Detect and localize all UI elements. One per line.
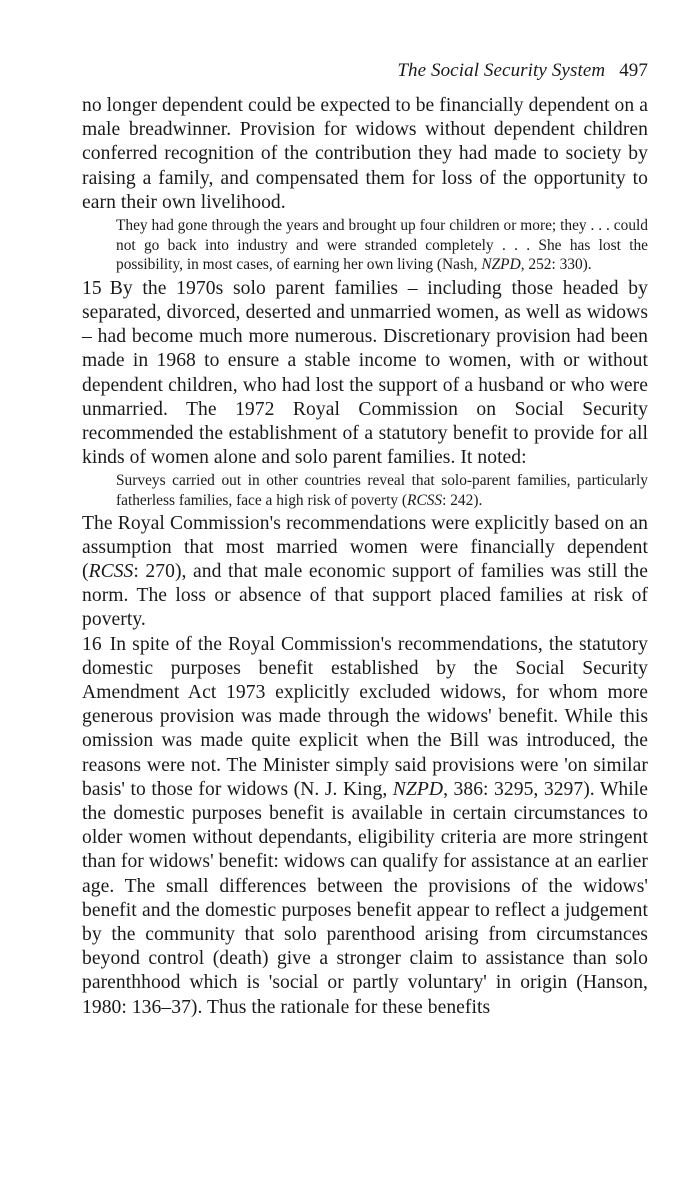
paragraph-15-continued bbox=[82, 512, 648, 633]
quote-citation-source: RCSS bbox=[407, 492, 443, 510]
paragraph-15 bbox=[82, 277, 648, 471]
quote-text: They had gone through the years and brought up four children or more; they . . . could not go back into industry and were stranded completely . . . She has lost the possibility, in most cases, of earning her own living (Nash, bbox=[116, 217, 648, 274]
quote-citation-source: NZPD bbox=[481, 256, 521, 274]
citation-source: RCSS bbox=[88, 561, 134, 583]
paragraph-text-part: The Royal Commission's recommendations were explicitly based on an assumption that most married women were financially dependent ( bbox=[82, 512, 648, 583]
document-page bbox=[82, 58, 648, 1020]
page-number: 497 bbox=[619, 60, 648, 81]
citation-source: NZPD bbox=[392, 778, 444, 800]
paragraph-text-part: , 386: 3295, 3297). While the domestic purposes benefit is available in certain circumstances to older women without dependants, eligibility criteria are more stringent than for widows' benefit: widows can qualify for assistance at an earlier age. The small differences between the provisions of the widows' benefit and the domestic purposes benefit appear to reflect a judgement by the community that solo parenthood arising from circumstances beyond control (death) give a stronger claim to assistance than solo parenthhood which is 'social or partly voluntary' in origin (Hanson, 1980: 136–37). Thus the rationale for these benefits bbox=[82, 778, 649, 1018]
quote-citation-ref: , 252: 330). bbox=[520, 256, 592, 274]
paragraph-intro: no longer dependent could be expected to be financially dependent on a male breadwinner. Provision for widows without dependent children conferred recognition of the contribution they had made to society by raising a family, and compensated them for loss of the opportunity to earn their own livelihood. bbox=[82, 95, 648, 213]
paragraph-text-part: : 270), and that male economic support of families was still the norm. The loss or absence of that support placed families at risk of poverty. bbox=[82, 561, 648, 631]
paragraph-16 bbox=[82, 633, 648, 1020]
paragraph-number: 15 bbox=[82, 277, 102, 299]
quote-text: Surveys carried out in other countries reveal that solo-parent families, particularly fatherless families, face a high risk of poverty ( bbox=[116, 472, 648, 510]
running-head-title: The Social Security System bbox=[397, 60, 606, 81]
running-head bbox=[82, 58, 648, 94]
block-quote-nash bbox=[116, 216, 648, 275]
block-quote-rcss bbox=[116, 471, 648, 510]
paragraph-text-part: In spite of the Royal Commission's recommendations, the statutory domestic purposes benefit established by the Social Security Amendment Act 1973 explicitly excluded widows, for whom more generous provision was made through the widows' benefit. While this omission was made quite explicit when the Bill was introduced, the reasons were not. The Minister simply said provisions were 'on similar basis' to those for widows (N. J. King, bbox=[82, 633, 648, 800]
quote-citation-ref: : 242). bbox=[442, 492, 483, 510]
paragraph-number: 16 bbox=[82, 633, 102, 655]
paragraph-text: By the 1970s solo parent families – including those headed by separated, divorced, deserted and unmarried women, as well as widows – had become much more numerous. Discretionary provision had been made in 1968 to ensure a stable income to women, with or without dependent children, who had lost the support of a husband or who were unmarried. The 1972 Royal Commission on Social Security recommended the establishment of a statutory benefit to provide for all kinds of women alone and solo parent families. It noted: bbox=[82, 277, 648, 469]
